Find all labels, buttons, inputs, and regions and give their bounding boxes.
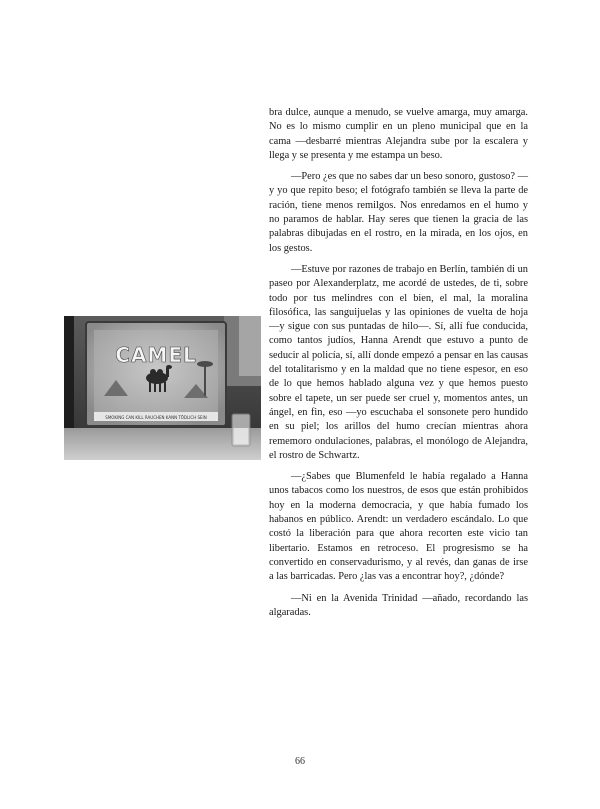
paragraph-1: bra dulce, aunque a menudo, se vuelve amarga, muy amarga. No es lo mismo cumplir en un pleno municipal que en la cama —desbarré mientras Alejandra sube por la escalera y llega y se presenta y me estampa un beso. (269, 107, 528, 161)
paragraph-5: —Ni en la Avenida Trinidad —añado, recordando las algaradas. (269, 592, 528, 618)
camel-photo-illustration (64, 316, 261, 460)
warning-text: SMOKING CAN KILL RAUCHEN KANN TÖDLICH SEIN (105, 415, 207, 420)
paragraph-4: —¿Sabes que Blumenfeld le había regalado a Hanna unos tabacos como los nuestros, de esos que están prohibidos hoy en la moderna democracia, y que había fumado los habanos en público. Arendt: un verdadero escándalo. Lo que costó la liberación para que ahora recorten este vicio tan libertario. Estamos en retroceso. El progresismo se ha convertido en conservadurismo, y al revés, dan ganas de irse a las barricadas. Pero ¿las vas a encontrar hoy?, ¿dónde? (269, 471, 528, 583)
paragraph-3: —Estuve por razones de trabajo en Berlín, también di un paseo por Alexanderplatz, me acordé de ustedes, de ti, sobre todo por tus melindres con el bien, el mal, la moralina filosófica, las sanguijuelas y las opiniones de vuelta de hoja —y sigue con sus puntadas de hilo—. Sí, allí fue conducida, como tantos judíos, Hanna Arendt que estuvo a punto de seducir al policía, sí, allí donde empezó a pensar en las causas del totalitarismo y en la maldad que no tiene espesor, en eso de lo que hemos hablado alguna vez y que hemos puesto sobre el tapete, un ser puede ser cruel y, momentos antes, un ángel, en fin, eso —yo escuchaba el sonsonete pero hundido en su piel; los arillos del humo crecían mientras ahora rememoro ondulaciones, palabras, el monólogo de Alejandra, el rostro de Schwartz. (269, 263, 528, 461)
camel-photo (64, 316, 261, 460)
brand-text: CAMEL (115, 343, 197, 367)
paragraph-2: —Pero ¿es que no sabes dar un beso sonoro, gustoso? —y yo que repito beso; el fotógrafo también se lleva la parte de ración, tiene menos remilgos. Nos enredamos en el humo y no paramos de hablar. Hay seres que tienen la gracia de las palabras dibujadas en el rostro, en la mirada, en los ojos, en los gestos. (269, 171, 528, 254)
page-number: 66 (295, 756, 305, 767)
body-text-column (269, 106, 528, 627)
